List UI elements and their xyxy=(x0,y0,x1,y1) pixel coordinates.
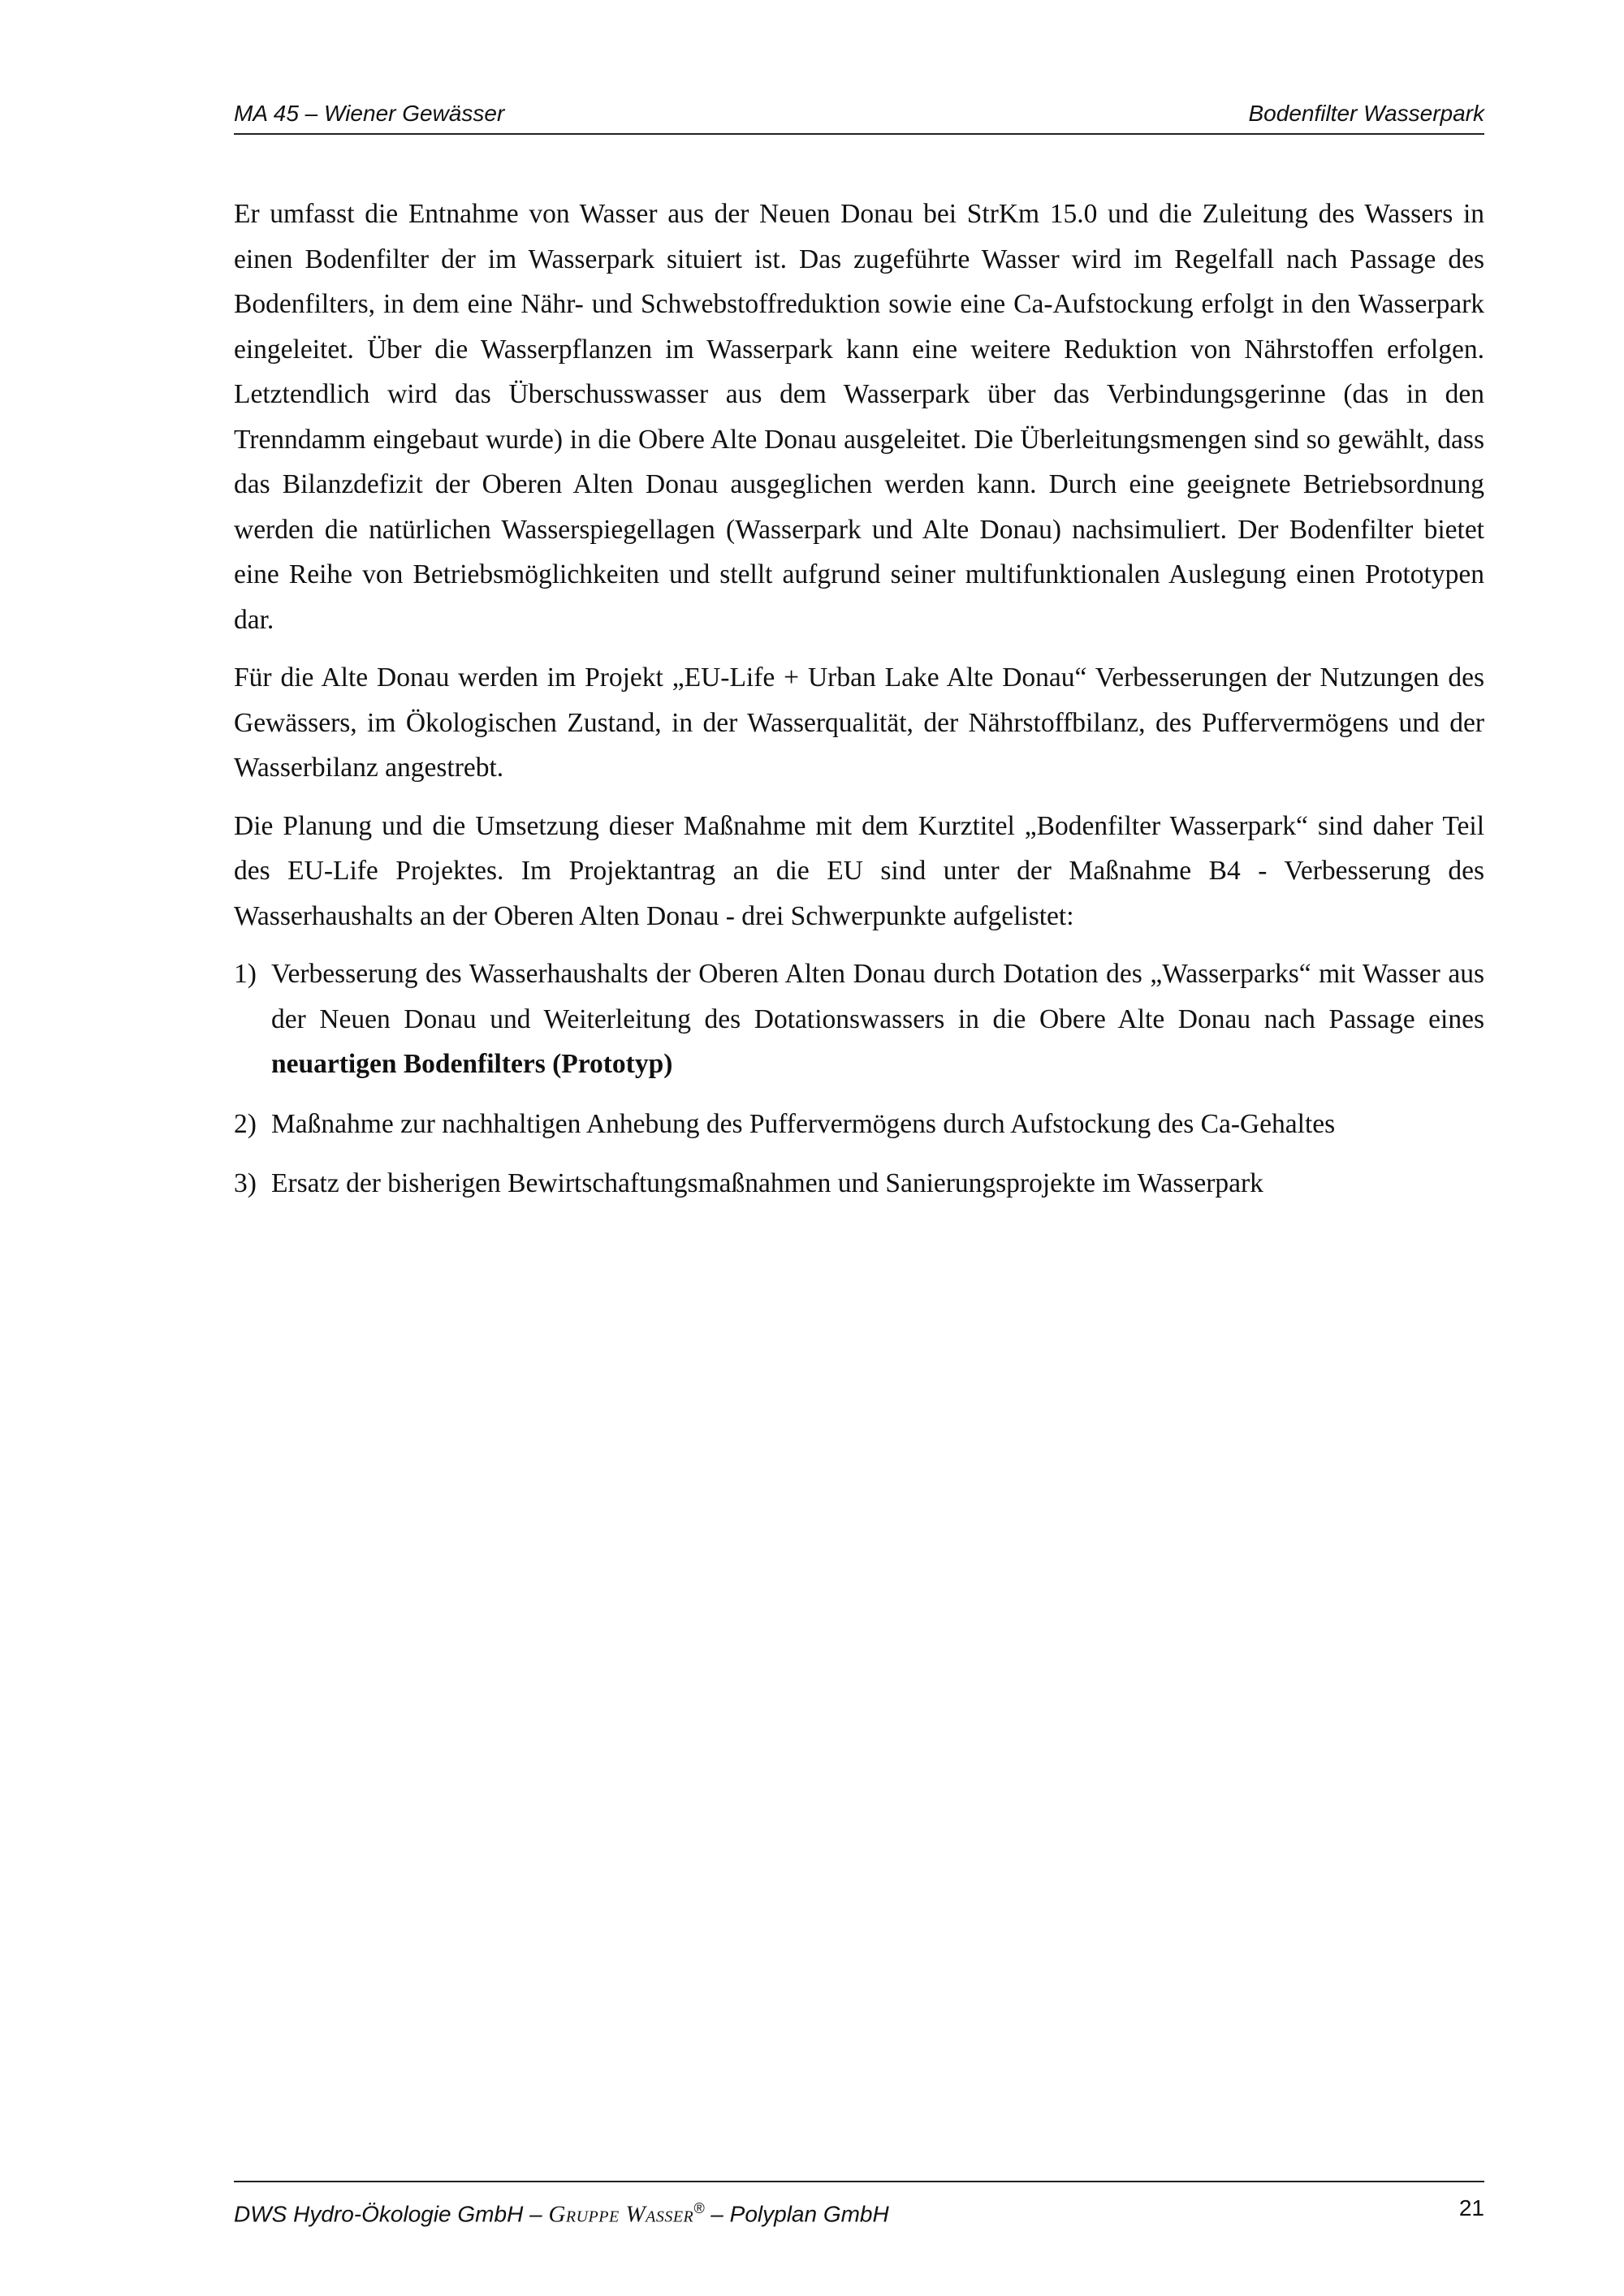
footer-companies xyxy=(234,2194,889,2229)
paragraph: Für die Alte Donau werden im Projekt „EU-Life + Urban Lake Alte Donau“ Verbesserungen der Nutzungen des Gewässers, im Ökologischen Zustand, in der Wasserqualität, der Nährstoffbilanz, des Puffervermögens und der Wasserbilanz angestrebt. xyxy=(234,662,1484,783)
list-item-text-regular: Verbesserung des Wasserhaushalts der Oberen Alten Donau durch Dotation des „Wasserparks“ mit Wasser aus der Neuen Donau und Weiterleitung des Dotationswassers in die Obere Alte Donau nach Passage eines xyxy=(271,959,1484,1034)
registered-mark: ® xyxy=(693,2200,705,2216)
header-right-title: Bodenfilter Wasserpark xyxy=(1248,101,1484,126)
list-item xyxy=(234,952,1484,1087)
header-left-title: MA 45 – Wiener Gewässer xyxy=(234,101,505,126)
list-item-text: Ersatz der bisherigen Bewirtschaftungsmaßnahmen und Sanierungsprojekte im Wasserpark xyxy=(271,1168,1263,1198)
list-item-text xyxy=(271,952,1484,1087)
footer-company-2: Gruppe Wasser xyxy=(548,2201,694,2228)
list-item-text-bold: neuartigen Bodenfilters (Prototyp) xyxy=(271,1049,673,1079)
footer-company-3: – Polyplan GmbH xyxy=(704,2201,889,2227)
paragraph: Er umfasst die Entnahme von Wasser aus der Neuen Donau bei StrKm 15.0 und die Zuleitung des Wassers in einen Bodenfilter der im Wasserpark situiert ist. Das zugeführte Wasser wird im Regelfall nach Passage des Bodenfilters, in dem eine Nähr- und Schwebstoffreduktion sowie eine Ca-Aufstockung erfolgt in den Wasserpark eingeleitet. Über die Wasserpflanzen im Wasserpark kann eine weitere Reduktion von Nährstoffen erfolgen. Letztendlich wird das Überschusswasser aus dem Wasserpark über das Verbindungsgerinne (das in den Trenndamm eingebaut wurde) in die Obere Alte Donau ausgeleitet. Die Überleitungsmengen sind so gewählt, dass das Bilanzdefizit der Oberen Alten Donau ausgeglichen werden kann. Durch eine geeignete Betriebsordnung werden die natürlichen Wasserspiegellagen (Wasserpark und Alte Donau) nachsimuliert. Der Bodenfilter bietet eine Reihe von Betriebsmöglichkeiten und stellt aufgrund seiner multifunktionalen Auslegung einen Prototypen dar. xyxy=(234,199,1484,635)
page-header xyxy=(234,97,1484,135)
list-item-text: Maßnahme zur nachhaltigen Anhebung des Puffervermögens durch Aufstockung des Ca-Gehaltes xyxy=(271,1108,1336,1139)
page-body xyxy=(234,192,1484,1221)
list-item-number: 2) xyxy=(234,1108,257,1139)
list-item xyxy=(234,1102,1484,1147)
list-item-number: 3) xyxy=(234,1168,257,1198)
paragraph: Die Planung und die Umsetzung dieser Maßnahme mit dem Kurztitel „Bodenfilter Wasserpark“ sind daher Teil des EU-Life Projektes. Im Projektantrag an die EU sind unter der Maßnahme B4 - Verbesserung des Wasserhaushalts an der Oberen Alten Donau - drei Schwerpunkte aufgelistet: xyxy=(234,810,1484,931)
footer-company-1: DWS Hydro-Ökologie GmbH – xyxy=(234,2201,549,2227)
page-footer xyxy=(234,2181,1484,2228)
page-number: 21 xyxy=(1458,2195,1484,2220)
list-item xyxy=(234,1161,1484,1206)
list-item-number: 1) xyxy=(234,959,257,989)
